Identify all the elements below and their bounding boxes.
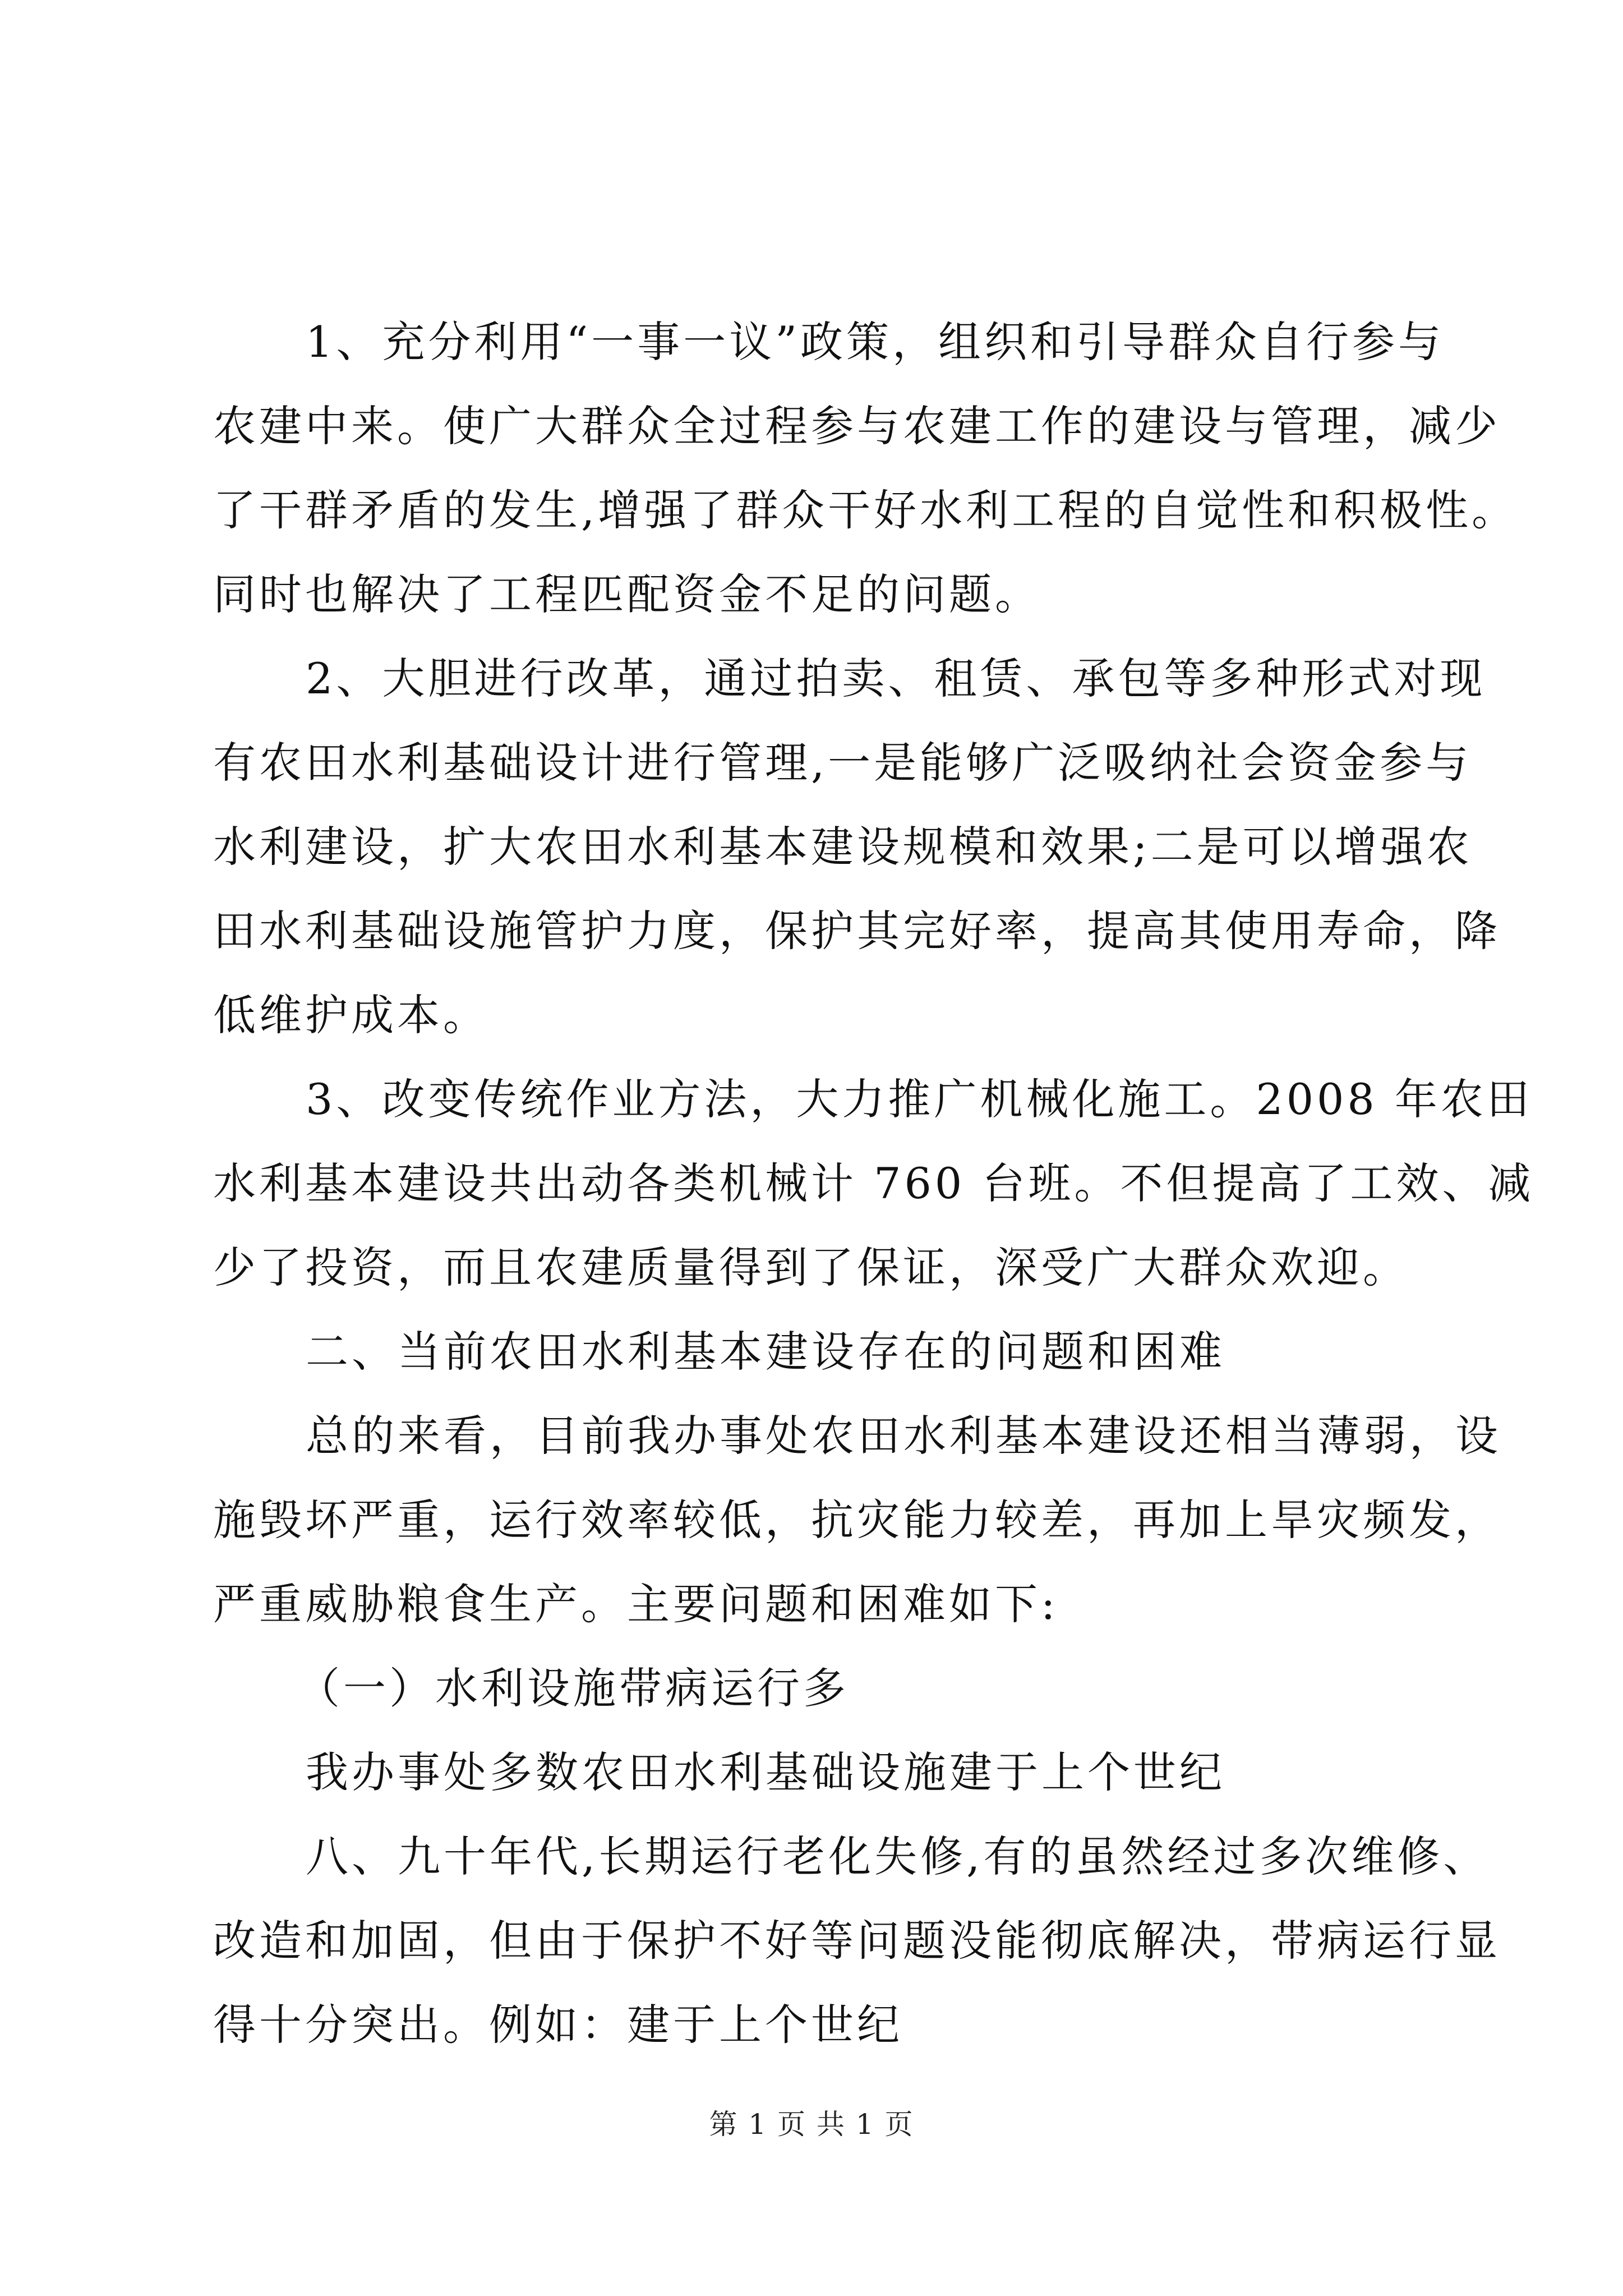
paragraph-6-line-3: 得十分突出。例如：建于上个世纪: [213, 2000, 903, 2050]
section-heading: 二、当前农田水利基本建设存在的问题和困难: [306, 1327, 1225, 1377]
page-footer: 第 1 页 共 1 页: [709, 2108, 914, 2141]
paragraph-1-line-3: 了干群矛盾的发生,增强了群众干好水利工程的自觉性和积极性。: [213, 485, 1518, 535]
paragraph-1-line-2: 农建中来。使广大群众全过程参与农建工作的建设与管理，减少: [213, 401, 1501, 451]
paragraph-4-line-1: 总的来看，目前我办事处农田水利基本建设还相当薄弱，设: [306, 1411, 1501, 1461]
paragraph-4-line-2: 施毁坏严重，运行效率较低，抗灾能力较差，再加上旱灾频发，: [213, 1495, 1501, 1545]
paragraph-2-line-4: 田水利基础设施管护力度，保护其完好率，提高其使用寿命，降: [213, 906, 1501, 956]
paragraph-2-line-2: 有农田水利基础设计进行管理,一是能够广泛吸纳社会资金参与: [213, 738, 1472, 788]
paragraph-1-line-4: 同时也解决了工程匹配资金不足的问题。: [213, 569, 1041, 619]
subsection-heading: （一）水利设施带病运行多: [297, 1663, 849, 1713]
paragraph-2-line-1: 2、大胆进行改革，通过拍卖、租赁、承包等多种形式对现: [306, 654, 1486, 703]
paragraph-3-line-3: 少了投资，而且农建质量得到了保证，深受广大群众欢迎。: [213, 1243, 1409, 1292]
paragraph-6-line-2: 改造和加固，但由于保护不好等问题没能彻底解决，带病运行显: [213, 1916, 1501, 1966]
paragraph-2-line-5: 低维护成本。: [213, 990, 489, 1040]
document-body: [213, 300, 1534, 2067]
paragraph-3-line-2: 水利基本建设共出动各类机械计 760 台班。不但提高了工效、减: [213, 1158, 1534, 1208]
paragraph-1-line-1: 1、充分利用“一事一议”政策，组织和引导群众自行参与: [306, 317, 1445, 367]
paragraph-4-line-3: 严重威胁粮食生产。主要问题和困难如下:: [213, 1579, 1059, 1629]
paragraph-2-line-3: 水利建设，扩大农田水利基本建设规模和效果;二是可以增强农: [213, 822, 1473, 872]
paragraph-3-line-1: 3、改变传统作业方法，大力推广机械化施工。2008 年农田: [306, 1074, 1533, 1124]
paragraph-6-line-1: 八、九十年代,长期运行老化失修,有的虽然经过多次维修、: [306, 1832, 1490, 1881]
paragraph-5-line-1: 我办事处多数农田水利基础设施建于上个世纪: [306, 1747, 1225, 1797]
